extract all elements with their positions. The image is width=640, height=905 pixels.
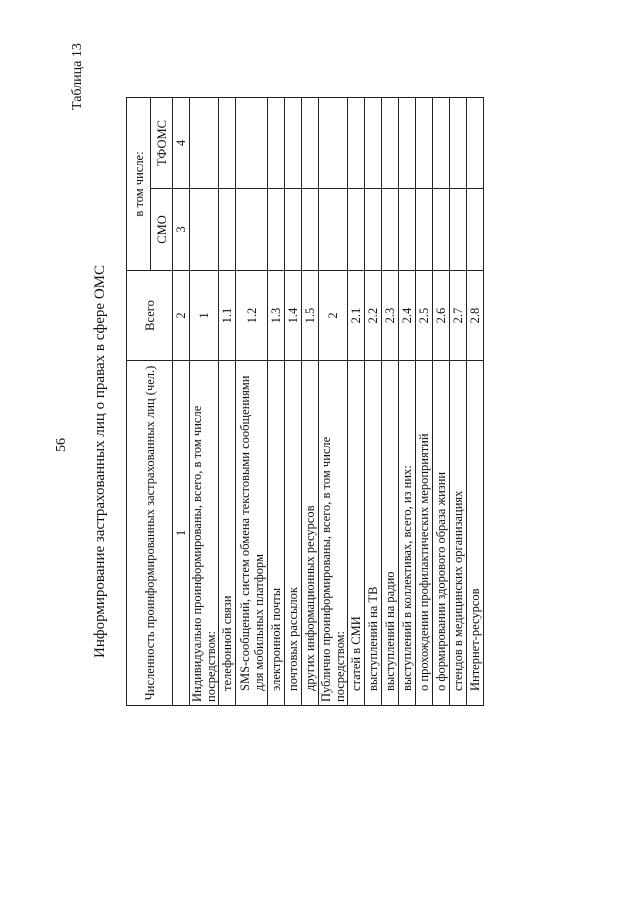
cell-smo [433,189,450,271]
row-code: 1.4 [285,271,302,361]
row-label: почтовых рассылок [285,361,302,706]
page-title: Информирование застрахованных лиц о правах в сфере ОМС [92,264,108,658]
row-label: Публично проинформированы, всего, в том числе посредством: [319,361,348,706]
cell-tfoms [416,98,433,189]
row-label: статей в СМИ [348,361,365,706]
row-label: Интернет-ресурсов [467,361,484,706]
row-label: о прохождении профилактических мероприятий [416,361,433,706]
row-code: 1.2 [236,271,268,361]
cell-smo [268,189,285,271]
cell-smo [190,189,219,271]
info-table [126,97,484,706]
table-number: Таблица 13 [70,43,85,110]
cell-smo [382,189,399,271]
row-code: 2.5 [416,271,433,361]
header-indicator: Численность проинформированных застрахованных лиц (чел.) [127,361,173,706]
row-code: 2 [319,271,348,361]
table-row [268,98,285,706]
column-number-1: 1 [173,361,190,706]
cell-smo [416,189,433,271]
cell-smo [365,189,382,271]
row-code: 2.4 [399,271,416,361]
row-label: выступлений на ТВ [365,361,382,706]
info-table-container [126,98,482,706]
row-code: 1.3 [268,271,285,361]
table-row [319,98,348,706]
row-label: выступлений на радио [382,361,399,706]
header-total: Всего [127,271,173,361]
cell-tfoms [382,98,399,189]
header-smo: СМО [151,189,173,271]
cell-smo [285,189,302,271]
table-row [190,98,219,706]
table-row [365,98,382,706]
cell-smo [219,189,236,271]
row-code: 2.7 [450,271,467,361]
row-label: о формировании здорового образа жизни [433,361,450,706]
row-code: 2.1 [348,271,365,361]
table-row [467,98,484,706]
table-row [236,98,268,706]
column-number-3: 3 [173,189,190,271]
cell-smo [302,189,319,271]
cell-tfoms [348,98,365,189]
cell-tfoms [268,98,285,189]
row-label: выступлений в коллективах, всего, из них: [399,361,416,706]
row-code: 2.2 [365,271,382,361]
cell-tfoms [365,98,382,189]
cell-tfoms [302,98,319,189]
column-number-2: 2 [173,271,190,361]
table-row [302,98,319,706]
table-row [450,98,467,706]
cell-smo [236,189,268,271]
header-tfoms: ТФОМС [151,98,173,189]
row-code: 2.8 [467,271,484,361]
cell-tfoms [450,98,467,189]
header-group: в том числе: [127,98,151,271]
cell-tfoms [219,98,236,189]
cell-tfoms [319,98,348,189]
row-label: Индивидуально проинформированы, всего, в том числе посредством: [190,361,219,706]
table-row [219,98,236,706]
cell-smo [467,189,484,271]
cell-smo [399,189,416,271]
table-row [416,98,433,706]
row-label: стендов в медицинских организациях [450,361,467,706]
row-code: 1 [190,271,219,361]
table-row [348,98,365,706]
table-row [433,98,450,706]
table-row [382,98,399,706]
column-number-4: 4 [173,98,190,189]
row-label: телефонной связи [219,361,236,706]
cell-tfoms [467,98,484,189]
cell-smo [348,189,365,271]
table-row [285,98,302,706]
cell-tfoms [433,98,450,189]
cell-tfoms [285,98,302,189]
row-code: 2.3 [382,271,399,361]
row-label: SMS-сообщений, систем обмена текстовыми сообщениями для мобильных платформ [236,361,268,706]
table-body [190,98,484,706]
row-label: электронной почты [268,361,285,706]
row-code: 1.1 [219,271,236,361]
cell-smo [319,189,348,271]
cell-tfoms [190,98,219,189]
cell-tfoms [236,98,268,189]
cell-smo [450,189,467,271]
page-number: 56 [54,438,69,452]
table-row [399,98,416,706]
row-code: 1.5 [302,271,319,361]
cell-tfoms [399,98,416,189]
row-code: 2.6 [433,271,450,361]
row-label: других информационных ресурсов [302,361,319,706]
